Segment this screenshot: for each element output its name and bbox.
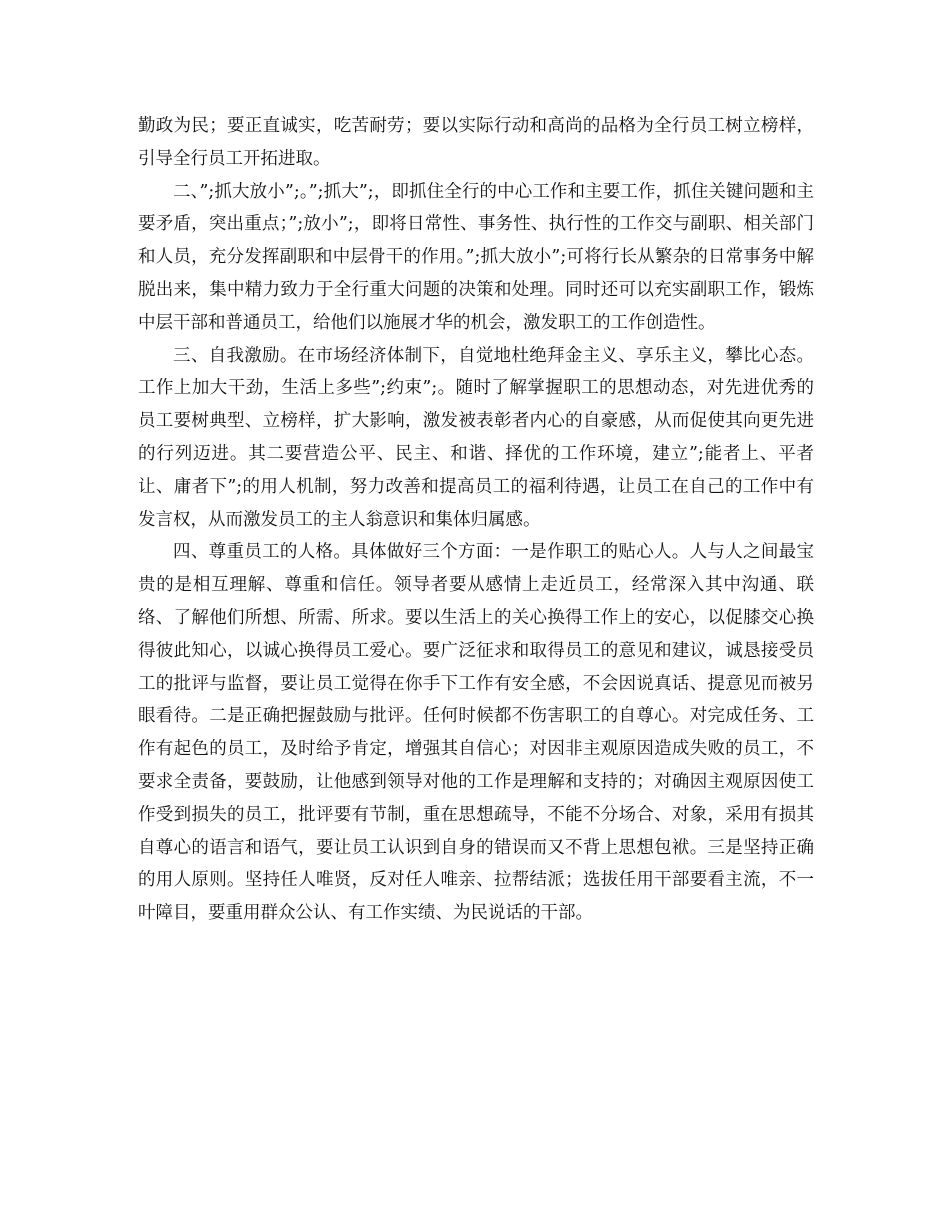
paragraph-respect-employees: 四、尊重员工的人格。具体做好三个方面：一是作职工的贴心人。人与人之间最宝贵的是相互理解、尊重和信任。领导者要从感情上走近员工，经常深入其中沟通、联络、了解他们所想、所需、所求。要以生活上的关心换得工作上的安心，以促膝交心换得彼此知心，以诚心换得员工爱心。要广泛征求和取得员工的意见和建议，诚恳接受员工的批评与监督，要让员工觉得在你手下工作有安全感，不会因说真话、提意见而被另眼看待。二是正确把握鼓励与批评。任何时候都不伤害职工的自尊心。对完成任务、工作有起色的员工，及时给予肯定，增强其自信心；对因非主观原因造成失败的员工，不要求全责备，要鼓励，让他感到领导对他的工作是理解和支持的；对确因主观原因使工作受到损失的员工，批评要有节制，重在思想疏导，不能不分场合、对象，采用有损其自尊心的语言和语气，要让员工认识到自身的错误而又不背上思想包袱。三是坚持正确的用人原则。坚持任人唯贤，反对任人唯亲、拉帮结派；选拔任用干部要看主流，不一叶障目，要重用群众公认、有工作实绩、为民说话的干部。 — [138, 542, 814, 924]
document-body — [138, 110, 814, 930]
paragraph-self-motivation: 三、自我激励。在市场经济体制下，自觉地杜绝拜金主义、享乐主义，攀比心态。工作上加大干劲，生活上多些”;约束”;。随时了解掌握职工的思想动态，对先进优秀的员工要树典型、立榜样，扩大影响，激发被表彰者内心的自豪感，从而促使其向更先进的行列迈进。其二要营造公平、民主、和谐、择优的工作环境，建立”;能者上、平者让、庸者下”;的用人机制，努力改善和提高员工的福利待遇，让员工在自己的工作中有发言权，从而激发员工的主人翁意识和集体归属感。 — [138, 345, 814, 530]
paragraph-grasp-big-release-small: 二、”;抓大放小”;。”;抓大”;，即抓住全行的中心工作和主要工作，抓住关键问题和主要矛盾，突出重点；”;放小”;，即将日常性、事务性、执行性的工作交与副职、相关部门和人员，充分发挥副职和中层骨干的作用。”;抓大放小”;可将行长从繁杂的日常事务中解脱出来，集中精力致力于全行重大问题的决策和处理。同时还可以充实副职工作，锻炼中层干部和普通员工，给他们以施展才华的机会，激发职工的工作创造性。 — [138, 181, 814, 333]
paragraph-continued: 勤政为民；要正直诚实，吃苦耐劳；要以实际行动和高尚的品格为全行员工树立榜样，引导全行员工开拓进取。 — [138, 116, 814, 169]
